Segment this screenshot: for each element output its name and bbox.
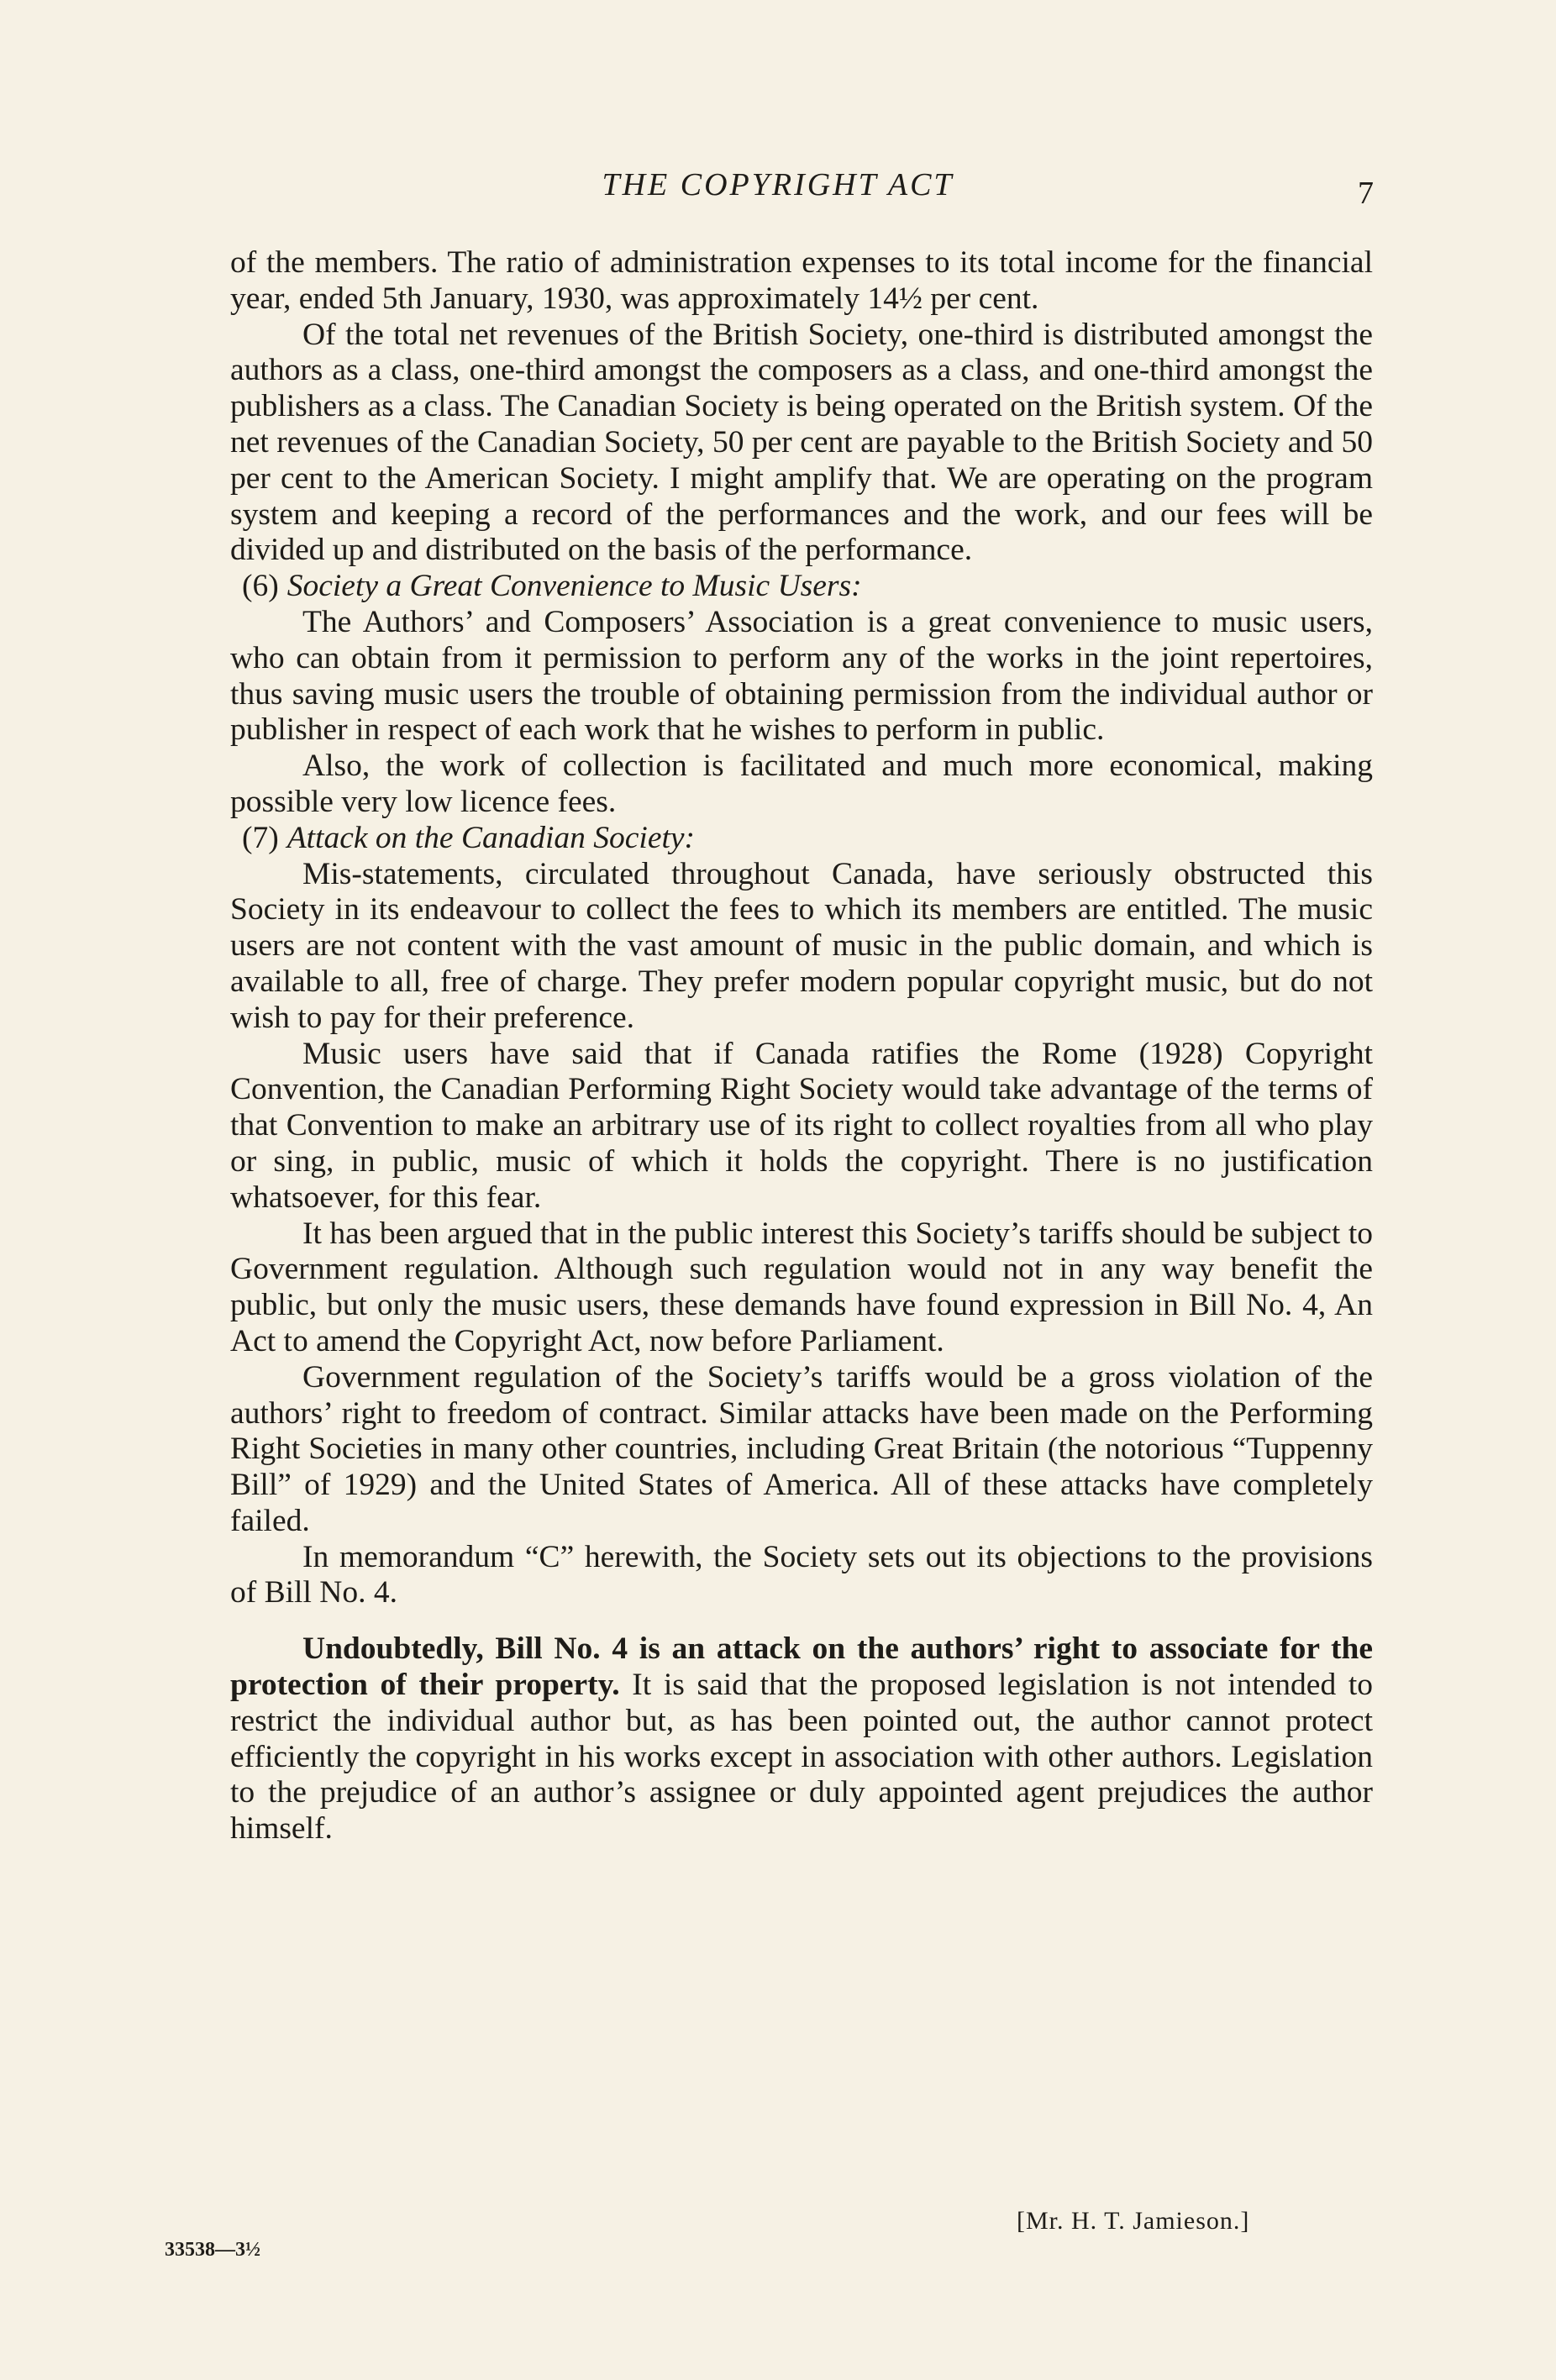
section-heading-7 <box>230 821 1373 857</box>
page-number: 7 <box>1358 176 1374 211</box>
paragraph-4: Also, the work of collection is facilitated and much more economical, making possible very low licence fees. <box>230 749 1373 819</box>
paragraph-2: Of the total net revenues of the British Society, one-third is distributed amongst the authors as a class, one-third amongst the composers as a class, and one-third amongst the publishers as a class. The Canadian Society is being operated on the British system. Of the net revenues of the Canadian Society, 50 per cent are payable to the British Society and 50 per cent to the American Society. I might amplify that. We are operating on the program system and keeping a record of the performances and the work, and our fees will be divided up and distributed on the basis of the performance. <box>230 317 1373 568</box>
section-title-7: Attack on the Canadian Society: <box>286 820 696 855</box>
paragraph-3: The Authors’ and Composers’ Association is a great convenience to music users, who can obtain from it permission to perform any of the works in the joint repertoires, thus saving music users the trouble of obtaining permission from the individual author or publisher in respect of each work that he wishes to perform in public. <box>230 604 1373 748</box>
body-text <box>230 245 1373 1847</box>
section-heading-6 <box>230 569 1373 605</box>
paragraph-7: It has been argued that in the public interest this Society’s tariffs should be subject to Government regulation. Although such regulation would not in any way benefit the public, but only the music users, these demands have found expression in Bill No. 4, An Act to amend the Copyright Act, now before Parliament. <box>230 1216 1373 1358</box>
section-number-6: (6) <box>242 569 279 604</box>
paragraph-5: Mis-statements, circulated throughout Canada, have seriously obstructed this Society in its endeavour to collect the fees to which its members are entitled. The music users are not content with the vast amount of music in the public domain, and which is available to all, free of charge. They prefer modern popular copyright music, but do not wish to pay for their preference. <box>230 856 1373 1035</box>
paragraph-6: Music users have said that if Canada ratifies the Rome (1928) Copyright Convention, the Canadian Performing Right Society would take advantage of the terms of that Convention to make an arbitrary use of its right to collect royalties from all who play or sing, in public, music of which it holds the copyright. There is no justification whatsoever, for this fear. <box>230 1036 1373 1215</box>
speaker-attribution: [Mr. H. T. Jamieson.] <box>1017 2207 1250 2235</box>
printer-folio: 33538—3½ <box>165 2239 260 2261</box>
bold-statement: Undoubtedly, Bill No. 4 is an attack on the authors’ right to associate for the protection of their property. <box>230 1631 1373 1703</box>
paragraph-8: Government regulation of the Society’s tariffs would be a gross violation of the authors’ right to freedom of contract. Similar attacks have been made on the Performing Right Societies in many other countries, including Great Britain (the notorious “Tuppenny Bill” of 1929) and the United States of America. All of these attacks have completely failed. <box>230 1359 1373 1538</box>
paragraph-9: In memorandum “C” herewith, the Society sets out its objections to the provisions of Bill No. 4. <box>230 1539 1373 1610</box>
paragraph-10-rest: It is said that the proposed legislation is not intended to restrict the individual author but, as has been pointed out, the author cannot protect efficiently the copyright in his works except in association with other authors. Legislation to the prejudice of an author’s assignee or duly appointed agent prejudices the author himself. <box>230 1668 1373 1847</box>
section-title-6: Society a Great Convenience to Music Users: <box>286 569 862 604</box>
section-number-7: (7) <box>242 820 279 855</box>
paragraph-10 <box>230 1631 1373 1847</box>
running-head: THE COPYRIGHT ACT <box>602 167 954 202</box>
paragraph-1: of the members. The ratio of administration expenses to its total income for the financial year, ended 5th January, 1930, was approximately 14½ per cent. <box>230 245 1373 316</box>
